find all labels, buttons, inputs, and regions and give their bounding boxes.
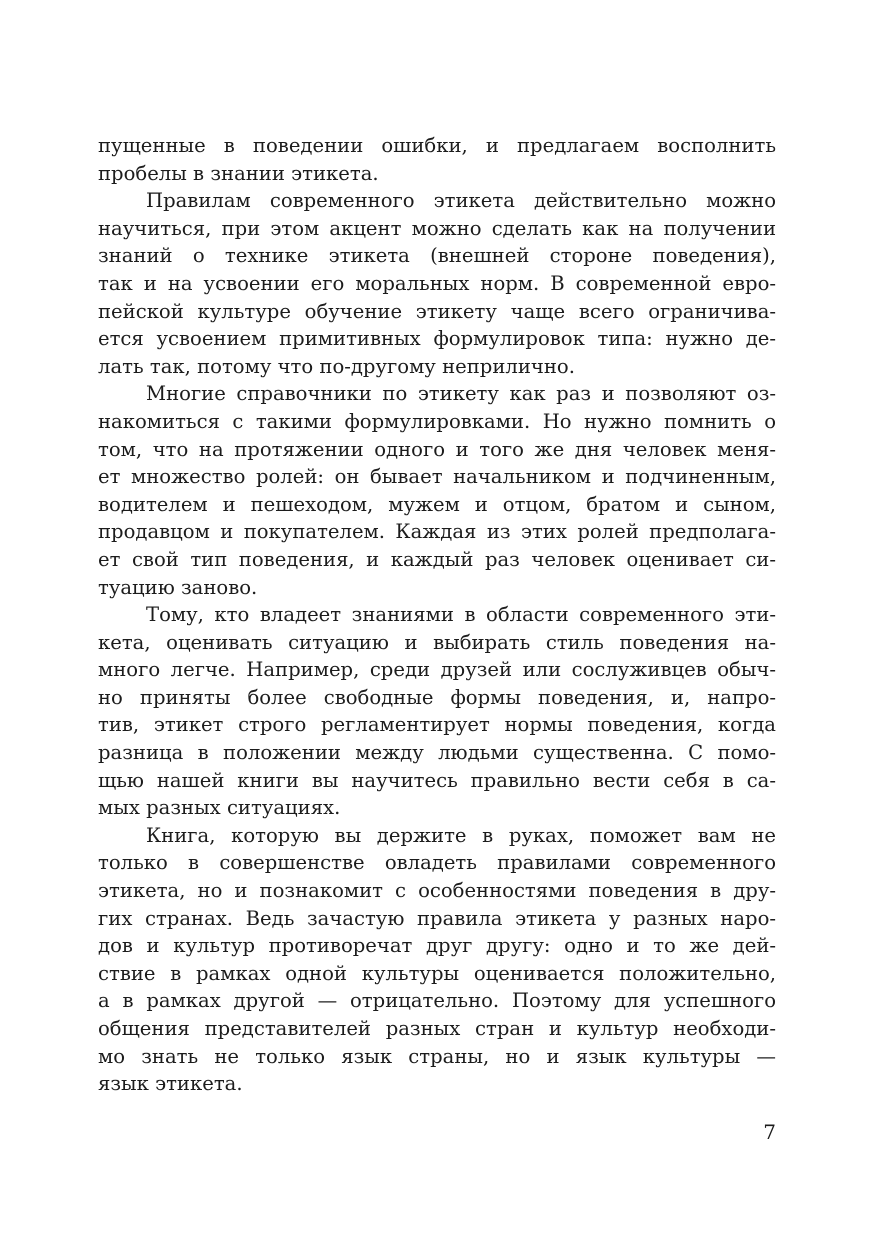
text-line: разница в положении между людьми существенна. С помо- bbox=[98, 741, 776, 765]
text-line: ет свой тип поведения, и каждый раз человек оценивает си- bbox=[98, 547, 776, 571]
paragraph-first-line: Многие справочники по этикету как раз и позволяют оз- bbox=[146, 382, 776, 406]
paragraph-first-line: Книга, которую вы держите в руках, поможет вам не bbox=[146, 823, 776, 847]
text-line: язык этикета. bbox=[98, 1072, 243, 1096]
text-line: научиться, при этом акцент можно сделать как на получении bbox=[98, 216, 776, 240]
page-body bbox=[98, 132, 776, 1098]
text-line: ется усвоением примитивных формулировок типа: нужно де- bbox=[98, 327, 776, 351]
text-line: тив, этикет строго регламентирует нормы поведения, когда bbox=[98, 713, 776, 737]
paragraph-first-line: Правилам современного этикета действительно можно bbox=[146, 189, 776, 213]
text-line: этикета, но и познакомит с особенностями поведения в дру- bbox=[98, 879, 776, 903]
text-line: водителем и пешеходом, мужем и отцом, братом и сыном, bbox=[98, 492, 776, 516]
text-line: ствие в рамках одной культуры оценивается положительно, bbox=[98, 961, 776, 985]
text-line: общения представителей разных стран и культур необходи- bbox=[98, 1017, 776, 1040]
text-line: мых разных ситуациях. bbox=[98, 796, 341, 820]
text-line: мо знать не только язык страны, но и язык культуры — bbox=[98, 1044, 776, 1068]
text-line: дов и культур противоречат друг другу: одно и то же дей- bbox=[98, 934, 776, 958]
text-line: пейской культуре обучение этикету чаще всего ограничива- bbox=[98, 299, 776, 323]
text-line: том, что на протяжении одного и того же дня человек меня- bbox=[98, 437, 776, 461]
paragraph-first-line: Тому, кто владеет знаниями в области современного эти- bbox=[146, 603, 776, 627]
text-line: но приняты более свободные формы поведения, и, напро- bbox=[98, 685, 776, 709]
text-line: только в совершенстве овладеть правилами современного bbox=[98, 851, 776, 875]
text-line: гих странах. Ведь зачастую правила этикета у разных наро- bbox=[98, 906, 776, 930]
page-number: 7 bbox=[763, 1120, 776, 1144]
text-line: туацию заново. bbox=[98, 575, 258, 599]
text-line: ет множество ролей: он бывает начальником и подчиненным, bbox=[98, 465, 776, 489]
text-line: накомиться с такими формулировками. Но нужно помнить о bbox=[98, 409, 776, 433]
text-line: знаний о технике этикета (внешней стороне поведения), bbox=[98, 244, 776, 268]
text-line: много легче. Например, среди друзей или сослуживцев обыч- bbox=[98, 658, 776, 682]
text-line: продавцом и покупателем. Каждая из этих ролей предполага- bbox=[98, 520, 776, 544]
text-line: кета, оценивать ситуацию и выбирать стиль поведения на- bbox=[98, 630, 776, 654]
text-line: пущенные в поведении ошибки, и предлагаем восполнить bbox=[98, 134, 776, 157]
text-line: лать так, потому что по-другому неприлично. bbox=[98, 354, 575, 378]
text-line: так и на усвоении его моральных норм. В современной евро- bbox=[98, 271, 776, 295]
text-line: щью нашей книги вы научитесь правильно вести себя в са- bbox=[98, 768, 776, 792]
text-line: а в рамках другой — отрицательно. Поэтому для успешного bbox=[98, 989, 776, 1013]
text-line: пробелы в знании этикета. bbox=[98, 161, 379, 185]
